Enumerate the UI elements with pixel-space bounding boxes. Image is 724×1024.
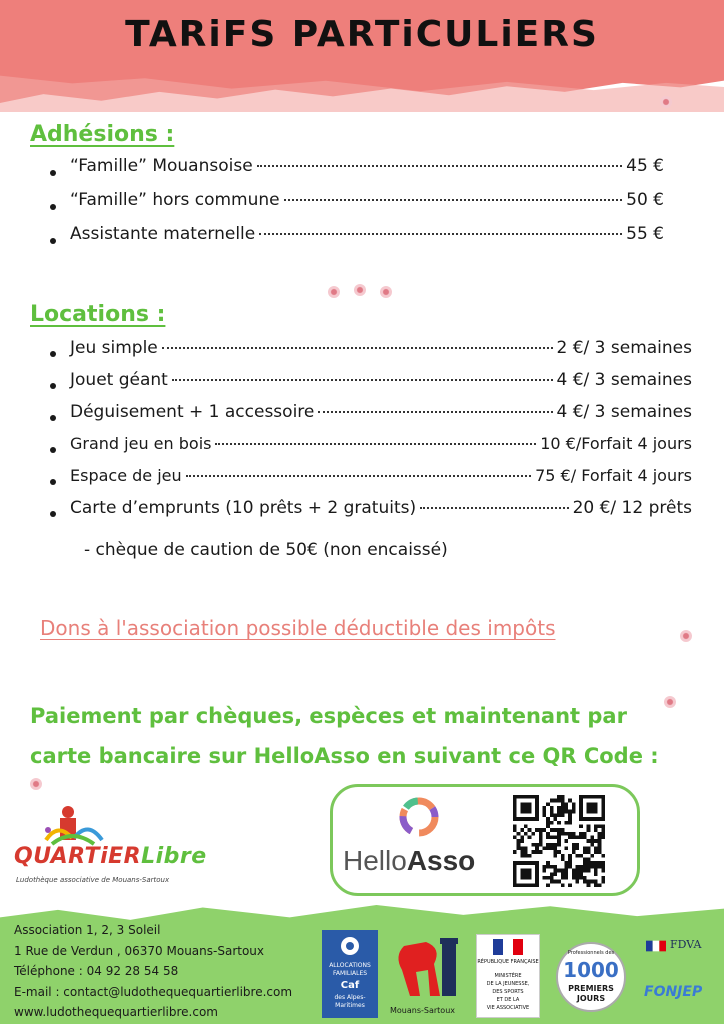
leader-dots	[420, 507, 568, 509]
item-label: “Famille” hors commune	[70, 190, 280, 210]
ministere-logo: RÉPUBLIQUE FRANÇAISE MINISTÈRE DE LA JEUNESSE, DES SPORTS ET DE LA VIE ASSOCIATIVE	[476, 934, 540, 1018]
flower-dot-decoration	[380, 286, 392, 298]
caf-emblem-icon	[322, 932, 378, 962]
adhesions-list	[70, 156, 664, 258]
item-price: 75 €/ Forfait 4 jours	[535, 466, 692, 485]
marianne-flag-icon	[493, 939, 523, 955]
item-label: Déguisement + 1 accessoire	[70, 402, 315, 422]
item-price: 20 €/ 12 prêts	[572, 498, 692, 518]
item-price: 45 €	[626, 156, 664, 176]
list-item	[70, 370, 692, 402]
payment-line-1: Paiement par chèques, espèces et maintenant par	[30, 704, 627, 728]
marianne-flag-icon	[646, 940, 666, 952]
mouans-sartoux-label: Mouans-Sartoux	[390, 1006, 455, 1015]
list-item	[70, 466, 692, 498]
website-link[interactable]: www.ludothequequartierlibre.com	[14, 1005, 218, 1019]
flower-dot-decoration	[328, 286, 340, 298]
list-item	[70, 402, 692, 434]
list-item	[70, 498, 692, 530]
flower-dot-decoration	[354, 284, 366, 296]
leader-dots	[318, 411, 552, 413]
locations-heading: Locations :	[30, 302, 166, 327]
ludotheque-mascot-icon	[38, 800, 108, 850]
flower-dot-decoration	[660, 96, 672, 108]
payment-line-2: carte bancaire sur HelloAsso en suivant ce QR Code :	[30, 744, 659, 768]
item-label: Espace de jeu	[70, 466, 182, 485]
adhesions-heading: Adhésions :	[30, 122, 175, 147]
list-item	[70, 156, 664, 190]
mouans-sartoux-emblem-icon	[390, 936, 462, 1006]
item-label: Jeu simple	[70, 338, 158, 358]
item-label: Carte d’emprunts (10 prêts + 2 gratuits)	[70, 498, 417, 518]
payment-text	[30, 696, 710, 776]
item-label: Jouet géant	[70, 370, 168, 390]
helloasso-wordmark: HelloAsso	[343, 845, 476, 876]
donation-note: Dons à l'association possible déductible des impôts	[40, 616, 556, 640]
item-label: Grand jeu en bois	[70, 434, 212, 453]
caf-logo: ALLOCATIONS FAMILIALES Caf des Alpes- Maritimes	[322, 930, 378, 1018]
list-item	[70, 434, 692, 466]
quartier-libre-logo	[14, 800, 207, 896]
qr-code[interactable]	[513, 795, 605, 887]
locations-list	[70, 338, 692, 530]
helloasso-card[interactable]	[330, 784, 640, 896]
quartier-libre-wordmark: QUARTiERLibre	[14, 844, 207, 869]
list-item	[70, 224, 664, 258]
leader-dots	[215, 443, 536, 445]
association-name: Association 1, 2, 3 Soleil	[14, 923, 161, 937]
list-item	[70, 338, 692, 370]
phone: Téléphone : 04 92 28 54 58	[14, 964, 179, 978]
caution-note: - chèque de caution de 50€ (non encaissé)	[84, 540, 448, 560]
item-label: “Famille” Mouansoise	[70, 156, 253, 176]
item-price: 55 €	[626, 224, 664, 244]
leader-dots	[186, 475, 531, 477]
item-price: 2 €/ 3 semaines	[556, 338, 692, 358]
item-label: Assistante maternelle	[70, 224, 256, 244]
leader-dots	[284, 199, 623, 201]
1000-premiers-jours-logo: Professionnels des 1000 PREMIERS JOURS	[556, 942, 626, 1012]
leader-dots	[259, 233, 622, 235]
flower-dot-decoration	[30, 778, 42, 790]
item-price: 50 €	[626, 190, 664, 210]
flower-dot-decoration	[680, 630, 692, 642]
quartier-libre-tagline: Ludothèque associative de Mouans-Sartoux	[16, 876, 170, 884]
item-price: 4 €/ 3 semaines	[556, 402, 692, 422]
page-title: TARiFS PARTiCULiERS	[125, 14, 599, 55]
footer-contact-info	[14, 920, 292, 1023]
item-price: 4 €/ 3 semaines	[556, 370, 692, 390]
leader-dots	[162, 347, 553, 349]
mouans-sartoux-logo	[390, 936, 462, 1018]
fdva-fonjep-logo: FDVA FONJEP	[644, 938, 703, 1000]
leader-dots	[257, 165, 622, 167]
email-link[interactable]: E-mail : contact@ludothequequartierlibre.com	[14, 984, 293, 999]
helloasso-logo-icon	[389, 797, 449, 837]
address: 1 Rue de Verdun , 06370 Mouans-Sartoux	[14, 943, 265, 958]
item-price: 10 €/Forfait 4 jours	[540, 434, 692, 453]
leader-dots	[172, 379, 553, 381]
list-item	[70, 190, 664, 224]
